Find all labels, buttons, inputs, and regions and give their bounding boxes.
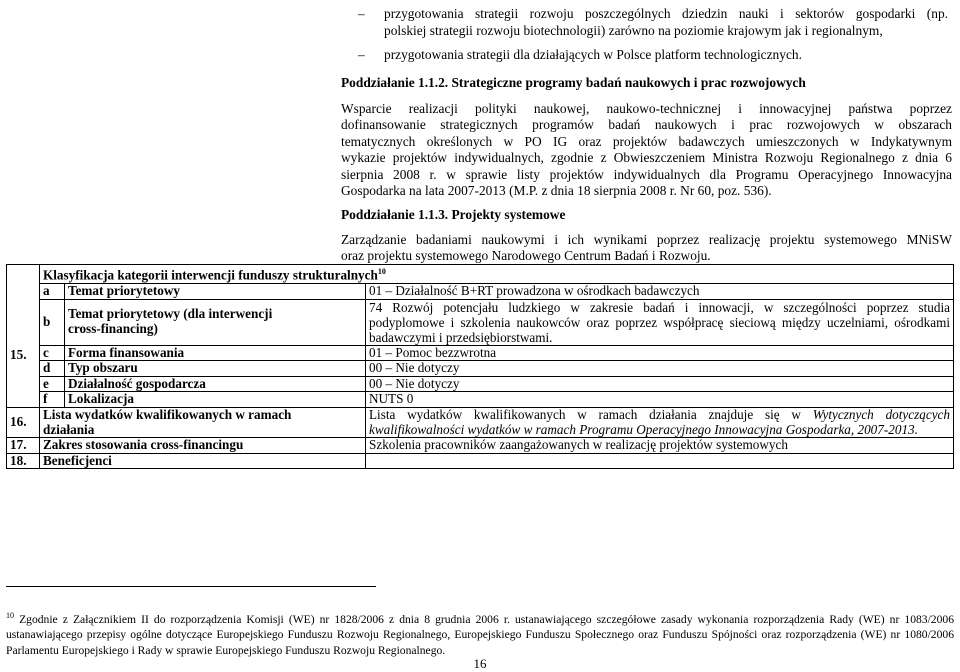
table-header: Klasyfikacja kategorii interwencji funduszy strukturalnych$^{10}$	[40, 265, 954, 284]
table-row: b Temat priorytetowy (dla interwencji cross-financing) 74 Rozwój potencjału ludzkiego w zakresie badań i innowacji, w szczególności poprzez studia podyplomowe i szkolenia naukowców oraz poprzez współpracę sieciową między uczelniami, ośrodkami badawczymi i przedsiębiorstwami.	[7, 299, 954, 345]
sub2-body	[341, 232, 952, 265]
table-row: f Lokalizacja NUTS 0	[7, 392, 954, 408]
row-number-17: 17.	[7, 438, 40, 454]
footnote-text: Zgodnie z Załącznikiem II do rozporządzenia Komisji (WE) nr 1828/2006 z dnia 8 grudnia 2006 r. ustanawiającego szczegółowe zasady wykonania rozporządzenia Rady (WE) nr 1083/2006 ustanawiającego przepisy ogólne dotyczące Europejskiego Funduszu Rozwoju Regionalnego, Europejskiego Funduszu Społecznego oraz Funduszu Spójności oraz rozporządzenia (WE) nr 1080/2006 Parlamentu Europejskiego i Rady w sprawie Europejskiego Funduszu Rozwoju Regionalnego.	[6, 612, 954, 658]
sub1-line: sierpnia 2008 r. w sprawie listy projektów indywidualnych dla Programu Operacyjnego Innowacyjna	[341, 166, 952, 182]
table-row: 16. Lista wydatków kwalifikowanych w ramach działania Lista wydatków kwalifikowanych w ramach działania znajduje się w Wytycznych dotyczących kwalifikowalności wydatków w ramach Programu Operacyjnego Innowacyjna Gospodarka, 2007-2013.	[7, 407, 954, 437]
sub1-title: Poddziałanie 1.1.2. Strategiczne programy badań naukowych i prac rozwojowych	[341, 75, 806, 90]
row-number-18: 18.	[7, 453, 40, 469]
row-number-16: 16.	[7, 407, 40, 437]
sub1-line: tematycznych określonych w PO IG oraz projektów badawczych umieszczonych w Indykatywnym	[341, 133, 952, 149]
sub2-title: Poddziałanie 1.1.3. Projekty systemowe	[341, 207, 566, 222]
sub1-line: wykazie projektów indywidualnych, zgodnie z Obwieszczeniem Ministra Rozwoju Regionalnego z dnia 6	[341, 150, 952, 166]
page-number: 16	[473, 656, 487, 671]
bullet-dash: –	[358, 47, 365, 62]
table-row: e Działalność gospodarcza 00 – Nie dotyczy	[7, 376, 954, 392]
footnote-ref: 10	[377, 267, 386, 276]
sub2-line: Zarządzanie badaniami naukowymi i ich wynikami poprzez realizację projektu systemowego MNiSW	[341, 232, 952, 247]
table-row: c Forma finansowania 01 – Pomoc bezzwrotna	[7, 345, 954, 361]
sub2-line: oraz projektu systemowego Narodowego Centrum Badań i Rozwoju.	[341, 248, 711, 264]
sub1-line: Wsparcie realizacji polityki naukowej, naukowo-technicznej i innowacyjnej państwa poprzez	[341, 101, 952, 116]
sub1-body	[341, 101, 952, 199]
table-row: 17. Zakres stosowania cross-financingu Szkolenia pracowników zaangażowanych w realizację projektów systemowych	[7, 438, 954, 454]
row-number-15: 15.	[7, 265, 40, 408]
footnote	[6, 608, 954, 659]
sub1-line: Gospodarka na lata 2007-2013 (M.P. z dnia 18 sierpnia 2008 r. Nr 60, poz. 536).	[341, 183, 772, 199]
classification-table	[6, 264, 954, 469]
bullet-1-line2: polskiej strategii rozwoju biotechnologii) zarówno na poziomie krajowym jak i regionalnym,	[384, 23, 883, 38]
table-row: 18. Beneficjenci	[7, 453, 954, 469]
footnote-separator	[6, 586, 376, 587]
table-row: a Temat priorytetowy 01 – Działalność B+RT prowadzona w ośrodkach badawczych	[7, 283, 954, 299]
table-row: d Typ obszaru 00 – Nie dotyczy	[7, 361, 954, 377]
bullet-2-line1: przygotowania strategii dla działających w Polsce platform technologicznych.	[384, 47, 802, 62]
sub1-line: dofinansowanie strategicznych programów badań naukowych i prac rozwojowych w obszarach	[341, 117, 952, 133]
bullet-dash: –	[358, 6, 365, 21]
bullet-1-line1: przygotowania strategii rozwoju poszczególnych dziedzin nauki i sektorów gospodarki (np.	[384, 6, 948, 21]
footnote-mark: 10	[6, 611, 14, 620]
